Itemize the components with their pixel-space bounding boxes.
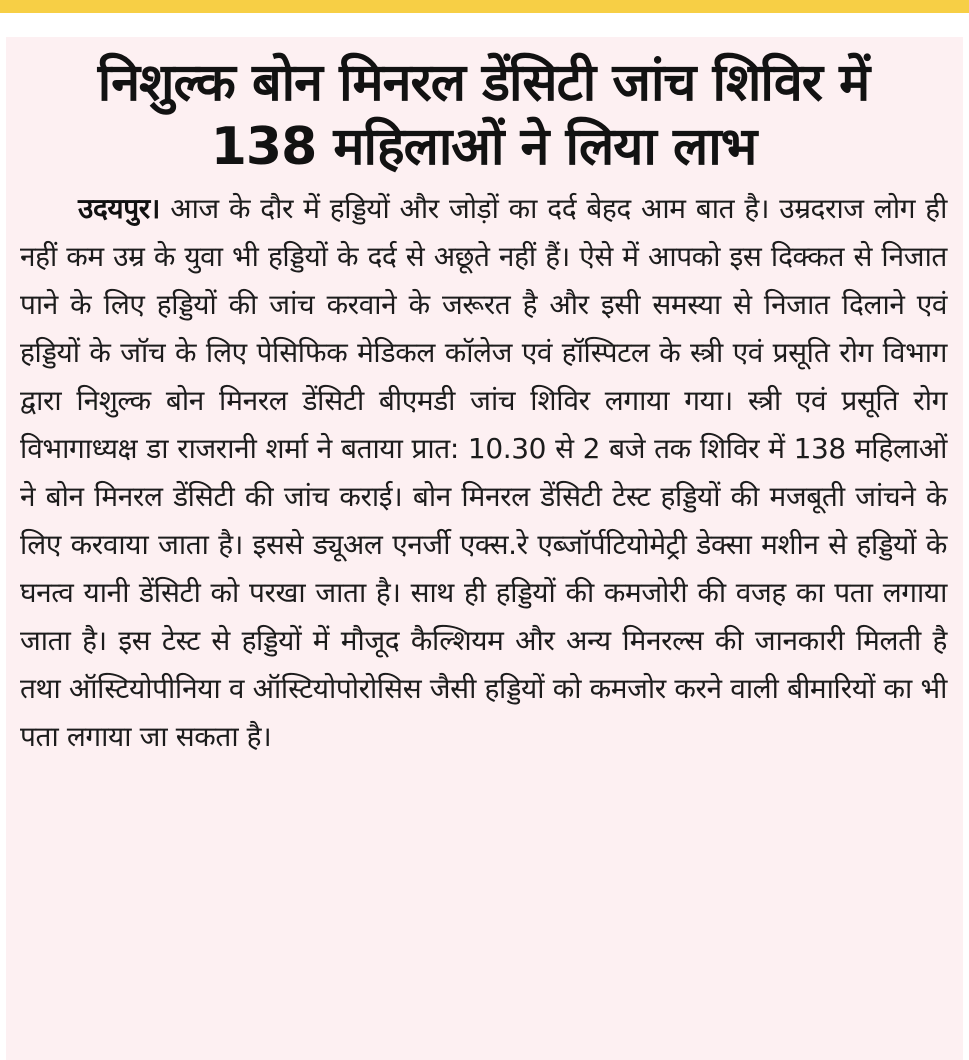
top-margin — [0, 13, 969, 37]
headline-line-1: निशुल्क बोन मिनरल डेंसिटी जांच शिविर में — [97, 53, 870, 113]
headline-line-2: 138 महिलाओं ने लिया लाभ — [210, 117, 757, 177]
headline — [20, 51, 947, 179]
news-clipping — [6, 37, 963, 1060]
article-body-text: आज के दौर में हड्डियों और जोड़ों का दर्द बेहद आम बात है। उम्रदराज लोग ही नहीं कम उम्र के युवा भी हड्डियों के दर्द से अछूते नहीं हैं। ऐसे में आपको इस दिक्कत से निजात पाने के लिए हड्डियों की जांच करवाने के जरूरत है और इसी समस्या से निजात दिलाने एवं हड्डियों के जॉच के लिए पेसिफिक मेडिकल कॉलेज एवं हॉस्पिटल के स्त्री एवं प्रसूति रोग विभाग द्वारा निशुल्क बोन मिनरल डेंसिटी बीएमडी जांच शिविर लगाया गया। स्त्री एवं प्रसूति रोग विभागाध्यक्ष डा राजरानी शर्मा ने बताया प्रात: 10.30 से 2 बजे तक शिविर में 138 महिलाओं ने बोन मिनरल डेंसिटी की जांच कराई। बोन मिनरल डेंसिटी टेस्ट हड्डियों की मजबूती जांचने के लिए करवाया जाता है। इससे ड्यूअल एनर्जी एक्स.रे एब्जॉर्पटियोमेट्री डेक्सा मशीन से हड्डियों के घनत्व यानी डेंसिटी को परखा जाता है। साथ ही हड्डियों की कमजोरी की वजह का पता लगाया जाता है। इस टेस्ट से हड्डियों में मौजूद कैल्शियम और अन्य मिनरल्स की जानकारी मिलती है तथा ऑस्टियोपीनिया व ऑस्टियोपोरोसिस जैसी हड्डियों को कमजोर करने वाली बीमारियों का भी पता लगाया जा सकता है। — [20, 192, 947, 753]
dateline: उदयपुर। — [78, 192, 161, 225]
article-body — [20, 185, 947, 761]
top-color-band — [0, 0, 969, 13]
